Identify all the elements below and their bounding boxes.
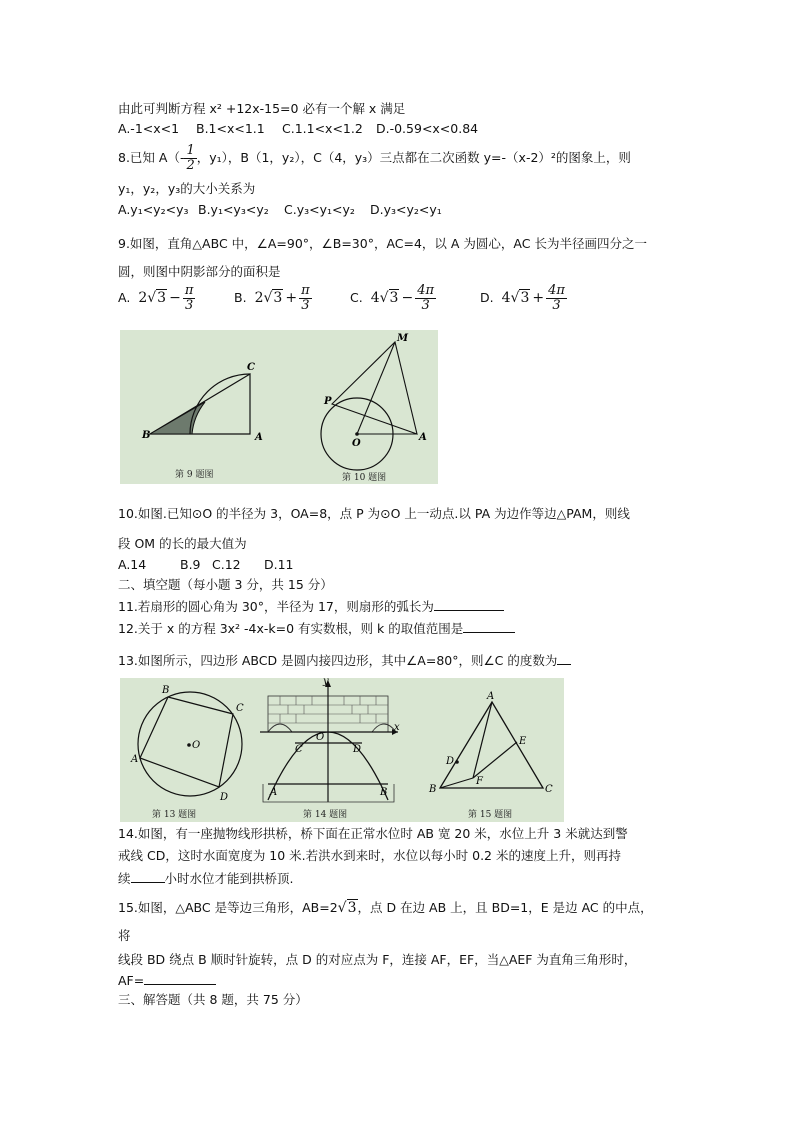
fig14-label-b: B <box>380 787 388 798</box>
q9-option-c <box>350 284 480 313</box>
center-o <box>355 432 359 436</box>
q10-option-a: A.14 <box>118 557 147 572</box>
fig13-label-c: C <box>236 703 244 714</box>
q9-frac-den: 3 <box>184 298 194 313</box>
q7-option-a: A.-1<x<1 <box>118 121 180 136</box>
q11-answer-blank[interactable] <box>434 598 504 611</box>
fig9-label-c: C <box>247 362 255 373</box>
fig15-label-d: D <box>446 756 455 767</box>
fig14-label-x: x <box>394 722 400 733</box>
q15-line4-text: AF= <box>118 973 145 988</box>
q14-line1: 14.如图，有一座抛物线形拱桥，桥下面在正常水位时 AB 宽 20 米，水位上升 3 米就达到警 <box>118 826 628 841</box>
fig10-label-o: O <box>352 438 361 449</box>
figure-panel-13-15 <box>120 678 564 822</box>
q7-option-b: B.1<x<1.1 <box>196 121 265 136</box>
q9-radicand: 3 <box>273 290 283 306</box>
q9-frac-num: 4π <box>548 283 565 298</box>
figure-9-10-svg <box>120 330 438 484</box>
q9-coef: 4 <box>370 290 380 306</box>
fig14-label-a: A <box>270 787 278 798</box>
q7-options <box>118 121 478 137</box>
q9-option-expression <box>255 290 300 306</box>
q7-statement: 由此可判断方程 x² +12x-15=0 必有一个解 x 满足 <box>118 101 406 116</box>
q9-line2: 圆，则图中阴影部分的面积是 <box>118 264 281 279</box>
fig15-label-f: F <box>476 776 483 787</box>
q9-options <box>118 284 620 324</box>
q12 <box>118 620 515 637</box>
q10-option-b: B.9 <box>180 557 201 572</box>
q15-radicand: 3 <box>347 900 357 916</box>
fig9-label-b: B <box>142 430 151 441</box>
q10-line2: 段 OM 的长的最大值为 <box>118 536 247 551</box>
fig15-label-a: A <box>487 691 495 702</box>
q9-option-label: B. <box>234 290 247 305</box>
fig10-label-m: M <box>397 333 409 344</box>
q9-frac-num: π <box>301 283 310 298</box>
q9-frac-den: 3 <box>421 298 430 313</box>
q8-option-b: B.y₁<y₃<y₂ <box>198 202 269 217</box>
q9-fraction <box>415 284 436 313</box>
q8-text-post: ，y₁），B（1，y₂），C（4，y₃）三点都在二次函数 y=-（x-2）²的图象上，则 <box>196 150 631 165</box>
fig13-label-o: O <box>192 740 201 751</box>
q14-line2: 戒线 CD，这时水面宽度为 10 米.若洪水到来时，水位以每小时 0.2 米的速度上升，则再持 <box>118 848 621 863</box>
q8-option-a: A.y₁<y₂<y₃ <box>118 202 189 217</box>
section-3-heading: 三、解答题（共 8 题，共 75 分） <box>118 992 308 1007</box>
q8-line1 <box>118 141 631 175</box>
q11 <box>118 598 504 615</box>
quadrilateral-abcd <box>140 697 233 787</box>
q10-options <box>118 557 294 573</box>
q9-sign: − <box>401 290 414 306</box>
q9-sqrt: √3 <box>147 290 167 306</box>
q11-text: 11.若扇形的圆心角为 30°，半径为 17，则扇形的弧长为 <box>118 599 434 614</box>
q10-line1: 10.如图.已知⊙O 的半径为 3，OA=8，点 P 为⊙O 上一动点.以 PA 为边作等边△PAM，则线 <box>118 506 630 521</box>
q8-text-pre: 8.已知 A（- <box>118 150 185 165</box>
fig15-label-c: C <box>545 784 553 795</box>
q14-answer-blank[interactable] <box>131 870 165 883</box>
q9-radicand: 3 <box>520 290 530 306</box>
q9-sign: + <box>532 290 545 306</box>
figure-10 <box>321 333 427 483</box>
fig10-caption: 第 10 题图 <box>342 473 387 483</box>
q9-coef: 4 <box>501 290 511 306</box>
q9-sqrt: √3 <box>510 290 530 306</box>
figure-15 <box>428 691 553 820</box>
segment-ef <box>473 742 517 778</box>
fig9-label-a: A <box>255 432 263 443</box>
q8-fraction <box>184 144 196 173</box>
q8-line2: y₁，y₂，y₃的大小关系为 <box>118 181 256 196</box>
q9-radicand: 3 <box>157 290 167 306</box>
q9-fraction <box>183 284 196 313</box>
q13 <box>118 652 571 669</box>
figure-9 <box>141 362 263 480</box>
fig14-label-y: y <box>323 678 329 687</box>
q15-line1-pre: 15.如图，△ABC 是等边三角形，AB=2 <box>118 900 338 915</box>
fig13-label-a: A <box>131 754 139 765</box>
segment-af <box>473 702 492 778</box>
q9-sign: + <box>285 290 298 306</box>
q14-line3 <box>118 870 294 887</box>
q8-option-d: D.y₃<y₂<y₁ <box>370 202 442 217</box>
q8-option-c: C.y₃<y₁<y₂ <box>284 202 355 217</box>
q7-option-d: D.-0.59<x<0.84 <box>376 121 479 136</box>
q9-option-label: C. <box>350 290 363 305</box>
q9-sqrt: √3 <box>263 290 283 306</box>
q9-option-label: A. <box>118 290 131 305</box>
q8-options <box>118 202 442 218</box>
q9-frac-num: π <box>184 283 194 298</box>
q15-line4 <box>118 972 216 989</box>
q13-text: 13.如图所示，四边形 ABCD 是圆内接四边形，其中∠A=80°，则∠C 的度数为 <box>118 653 558 668</box>
q9-option-expression <box>138 290 183 306</box>
q15-line2: 将 <box>118 928 131 943</box>
q9-coef: 2 <box>138 290 148 306</box>
q9-fraction <box>299 284 312 313</box>
figure-panel-9-10 <box>120 330 438 484</box>
q9-option-a <box>118 284 234 313</box>
q9-coef: 2 <box>254 290 264 306</box>
q8-frac-num: 1 <box>186 143 195 158</box>
fig9-caption: 第 9 题图 <box>175 470 214 480</box>
side-arches <box>268 724 396 732</box>
q9-frac-den: 3 <box>552 298 561 313</box>
q10-option-d: D.11 <box>264 557 294 572</box>
q15-answer-blank[interactable] <box>144 972 216 985</box>
q9-sqrt: √3 <box>379 290 399 306</box>
fig15-caption: 第 15 题图 <box>468 810 513 820</box>
fig14-caption: 第 14 题图 <box>303 810 348 820</box>
q12-answer-blank[interactable] <box>463 620 515 633</box>
q9-frac-num: 4π <box>417 283 435 298</box>
q9-fraction <box>546 284 567 313</box>
fig13-caption: 第 13 题图 <box>152 810 197 820</box>
q15-sqrt: √3 <box>337 900 357 916</box>
q15-line3: 线段 BD 绕点 B 顺时针旋转，点 D 的对应点为 F，连接 AF，EF，当△AEF 为直角三角形时， <box>118 952 637 967</box>
q7-option-c: C.1.1<x<1.2 <box>282 121 363 136</box>
q15-line1 <box>118 900 653 916</box>
q8-frac-den: 2 <box>186 158 195 173</box>
q9-frac-den: 3 <box>301 298 310 313</box>
triangle-pam <box>332 342 417 434</box>
q12-text: 12.关于 x 的方程 3x² -4x-k=0 有实数根，则 k 的取值范围是 <box>118 621 464 636</box>
point-d <box>455 760 459 764</box>
triangle-abc-15 <box>440 702 543 788</box>
q9-option-d <box>480 284 620 313</box>
q14-line3-post: 小时水位才能到拱桥顶. <box>164 871 294 886</box>
q9-sign: − <box>169 290 181 306</box>
segment-om <box>357 342 395 434</box>
q9-option-expression <box>502 290 547 306</box>
fig15-label-b: B <box>429 784 437 795</box>
q9-line1: 9.如图，直角△ABC 中，∠A=90°，∠B=30°，AC=4，以 A 为圆心，AC 长为半径画四分之一 <box>118 236 647 251</box>
fig13-label-d: D <box>220 792 229 803</box>
q10-option-c: C.12 <box>212 557 241 572</box>
fig10-label-a: A <box>419 432 427 443</box>
fig10-label-p: P <box>324 396 332 407</box>
fig14-label-c: C <box>295 744 303 755</box>
figure-13 <box>130 685 244 820</box>
section-2-heading: 二、填空题（每小题 3 分，共 15 分） <box>118 577 333 592</box>
q13-answer-blank[interactable] <box>557 652 571 665</box>
q9-radicand: 3 <box>389 290 399 306</box>
q9-option-expression <box>371 290 416 306</box>
fig15-label-e: E <box>519 736 527 747</box>
q9-option-b <box>234 284 350 313</box>
fig14-label-d: D <box>353 744 362 755</box>
fig13-label-b: B <box>162 685 170 696</box>
q14-line3-pre: 续 <box>118 871 131 886</box>
q9-option-label: D. <box>480 290 494 305</box>
fig14-label-o: O <box>316 732 325 743</box>
figure-13-15-svg <box>120 678 564 822</box>
figure-14 <box>260 678 400 820</box>
q15-line1-post: ，点 D 在边 AB 上，且 BD=1，E 是边 AC 的中点， <box>357 900 653 915</box>
center-o-13 <box>187 743 191 747</box>
